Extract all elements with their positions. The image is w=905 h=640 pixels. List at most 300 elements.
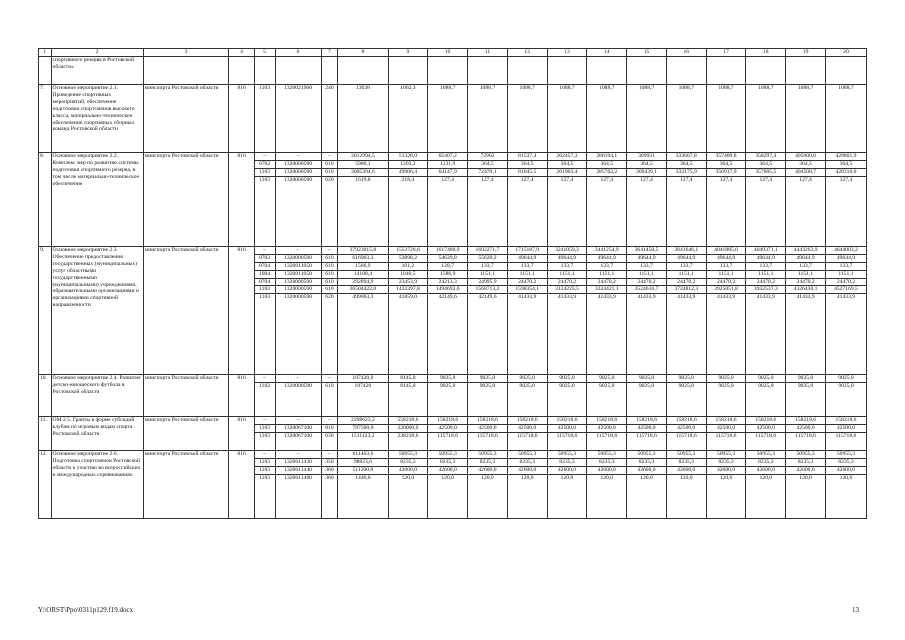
value-line: 1320000590	[275, 168, 321, 176]
column-number-19: 19	[786, 49, 826, 57]
value-cell-col-19	[786, 451, 826, 519]
value-line: 42600,0	[746, 466, 786, 474]
value-line: 610	[321, 262, 338, 270]
value-line: 610	[321, 270, 338, 278]
value-line: 9025,0	[718, 375, 734, 381]
value-line: 8235,3	[825, 458, 866, 466]
value-line: –	[263, 451, 266, 457]
value-line: 13038	[355, 85, 370, 91]
value-line: 49644,9	[666, 254, 706, 262]
value-cell-col-16	[666, 153, 706, 247]
value-line: 1511123,2	[338, 432, 388, 440]
value-line: 2298623,2	[351, 417, 375, 423]
value-line: 0702	[254, 160, 275, 168]
value-line: 133,7	[507, 262, 547, 270]
value-line: 8235,3	[706, 458, 746, 466]
value-line: 1151,1	[547, 270, 587, 278]
value-line: –	[328, 451, 331, 457]
budget-table-page	[38, 48, 867, 519]
value-line: 120,0	[746, 474, 786, 482]
value-line: 49644,9	[547, 254, 587, 262]
value-line: 50955,3	[478, 451, 497, 457]
value-line: 333175,9	[666, 168, 706, 176]
value-cell-col-11	[468, 85, 508, 153]
value-line: 42500,0	[428, 424, 468, 432]
value-cell-col-15	[627, 153, 667, 247]
value-line: 101,2	[388, 262, 428, 270]
value-line: 115718,6	[428, 432, 468, 440]
value-line: 42600,0	[666, 466, 706, 474]
value-line: 9025,0	[627, 382, 667, 390]
table-row	[39, 451, 867, 519]
measure-name: Основное мероприятие 2.1. Проведение спортивных мероприятий, обеспечение подготовки спортсменов высокого класса, материально-техническое обеспечение спортивных сборных команд Ростовской области	[51, 85, 143, 153]
value-line: 1062,3	[400, 85, 416, 91]
value-line: 8145,0	[388, 382, 428, 390]
value-cell-col-17	[706, 417, 746, 451]
value-cell-col-20	[825, 451, 866, 519]
column-number-11: 11	[468, 49, 508, 57]
value-line: 364,5	[507, 160, 547, 168]
value-line: 1088,7	[678, 85, 694, 91]
value-line: 405000,6	[795, 153, 817, 159]
value-cell-col-5	[254, 417, 275, 451]
value-line: 404508,7	[786, 168, 826, 176]
value-line: 8235,3	[666, 458, 706, 466]
value-line: 158218,6	[636, 417, 657, 423]
value-line: 50955,3	[518, 451, 537, 457]
column-number-2: 2	[51, 49, 143, 57]
value-line: 1103	[259, 85, 271, 91]
value-cell-col-15	[627, 85, 667, 153]
measure-name: ОМ 2.5. Гранты в форме субсидий клубам по игровым видам спорта Ростовской области	[51, 417, 143, 451]
value-cell-col-7	[321, 417, 338, 451]
value-line: 42500,0	[547, 424, 587, 432]
value-cell-col-14	[587, 375, 627, 417]
value-cell-col-19	[786, 417, 826, 451]
value-line: 610	[321, 168, 338, 176]
value-line: 158218,6	[516, 417, 538, 423]
value-line: 158218,6	[476, 417, 498, 423]
value-line: 42500,0	[627, 424, 667, 432]
value-cell-col-18	[746, 153, 786, 247]
value-line: 1088,7	[479, 85, 496, 91]
value-line: 8235,3	[587, 458, 627, 466]
value-line: 3925051,8	[706, 285, 746, 293]
value-line: 115718,6	[706, 432, 746, 440]
value-line: 55628,2	[468, 254, 508, 262]
value-line: –	[296, 247, 300, 253]
value-line: 49644,9	[746, 254, 786, 262]
value-line: 42600,0	[587, 466, 627, 474]
value-line: 1617400,9	[435, 247, 460, 253]
value-line: 611463,6	[352, 451, 374, 457]
value-line: 1320000590	[275, 254, 321, 262]
value-line: 8235,3	[627, 458, 667, 466]
value-line: 53898,2	[388, 254, 428, 262]
value-line: 9025,0	[428, 382, 468, 390]
value-line: 1692271,7	[475, 247, 500, 253]
value-line: 133,7	[706, 262, 746, 270]
value-line: –	[296, 451, 300, 457]
value-line: 115718,6	[825, 432, 866, 440]
value-line: 36504422,0	[338, 285, 388, 293]
value-cell-col-5	[254, 247, 275, 375]
value-line: 9025,0	[746, 382, 786, 390]
value-line: 364,5	[587, 160, 627, 168]
value-line: 115718,6	[587, 432, 627, 440]
value-line: 1102	[254, 382, 275, 390]
value-line: 4443263,9	[793, 247, 818, 253]
value-cell-col-8	[338, 85, 388, 153]
value-line: 1320000590	[275, 382, 321, 390]
value-line: 1151,1	[786, 270, 826, 278]
value-line: 610	[321, 160, 338, 168]
value-cell-col-13	[547, 247, 587, 375]
value-cell-col-12	[507, 85, 547, 153]
value-line: 9025,0	[706, 382, 746, 390]
value-cell-col-12	[507, 417, 547, 451]
value-cell-col-14	[587, 247, 627, 375]
value-cell-col-13	[547, 85, 587, 153]
value-line: 1151,1	[627, 270, 667, 278]
value-line: 499063,3	[338, 293, 388, 301]
value-line: –	[296, 417, 300, 423]
value-cell-col-18	[746, 375, 786, 417]
value-cell-col-16	[666, 247, 706, 375]
value-line: –	[328, 417, 331, 423]
value-line: 1088,7	[559, 85, 575, 91]
value-line: –	[263, 153, 266, 159]
value-line: 9025,0	[638, 375, 655, 381]
value-line: 50955,3	[677, 451, 696, 457]
value-line: 8235,3	[746, 458, 786, 466]
value-line: 9025,0	[547, 382, 587, 390]
value-cell-col-10	[428, 153, 468, 247]
value-line: 42600,0	[388, 466, 428, 474]
value-cell-col-19	[786, 375, 826, 417]
value-line: 428310,0	[825, 168, 866, 176]
value-cell-col-18	[746, 417, 786, 451]
value-line: 42600,0	[706, 466, 746, 474]
value-line: 1131,9	[428, 160, 468, 168]
value-line: 37923015,8	[349, 247, 377, 253]
column-number-9: 9	[388, 49, 428, 57]
value-line: 1320011050	[275, 270, 321, 278]
value-line: 3841646,1	[674, 247, 699, 253]
value-line: 3524616,7	[627, 285, 667, 293]
value-line: 1151,1	[468, 270, 508, 278]
value-line: 81045,5	[507, 168, 547, 176]
value-line: 158218,6	[835, 417, 857, 423]
value-line: 360	[321, 474, 338, 482]
value-cell-col-11	[468, 375, 508, 417]
value-line: 262457,3	[556, 153, 578, 159]
value-line: 1440,0	[338, 474, 388, 482]
value-line: 42500,0	[468, 424, 508, 432]
value-line: 240	[325, 85, 334, 91]
value-line: 1103	[254, 176, 275, 184]
value-line: 127,4	[428, 176, 468, 184]
value-line: 8145,0	[400, 375, 416, 381]
row-number: 9.	[39, 247, 52, 375]
value-line: 107420,0	[352, 375, 374, 381]
value-line: 41433,9	[706, 293, 746, 301]
value-cell-col-11	[468, 247, 508, 375]
value-cell-col-8	[338, 417, 388, 451]
value-line: 1586,9	[428, 270, 468, 278]
value-line: 41433,9	[746, 293, 786, 301]
value-line: 5980,1	[338, 160, 388, 168]
value-cell-col-17	[706, 451, 746, 519]
value-line: 98823,6	[338, 458, 388, 466]
executor: минспорта Ростовской области	[143, 247, 229, 375]
value-cell-col-16	[666, 85, 706, 153]
table-row	[39, 85, 867, 153]
value-line: 1320011050	[275, 262, 321, 270]
value-line: 49644,9	[627, 254, 667, 262]
value-line: 42500,0	[706, 424, 746, 432]
value-line: 610	[321, 382, 338, 390]
value-line: 8235,3	[428, 458, 468, 466]
column-number-16: 16	[666, 49, 706, 57]
value-line: 1320000590	[275, 160, 321, 168]
value-line: 0704	[254, 278, 275, 286]
value-cell-col-8	[338, 451, 388, 519]
value-cell-col-10	[428, 375, 468, 417]
value-line: 72962	[480, 153, 495, 159]
value-line: 49644,9	[587, 254, 627, 262]
row-number: 10.	[39, 375, 52, 417]
value-cell-col-6	[275, 375, 321, 417]
value-line: 50955,3	[557, 451, 577, 457]
value-line: 364,5	[825, 160, 866, 168]
value-line: 428801,9	[835, 153, 857, 159]
value-cell-col-19	[786, 153, 826, 247]
value-line: 158218,6	[437, 417, 459, 423]
value-line: 364,5	[746, 160, 786, 168]
value-cell-col-17	[706, 153, 746, 247]
value-line: 1151,1	[507, 270, 547, 278]
value-line: 309439,1	[627, 168, 667, 176]
value-line: 3241059,3	[555, 247, 579, 253]
value-line: 81537,4	[518, 153, 537, 159]
value-line: 23453,9	[388, 278, 428, 286]
value-cell-col-12	[507, 375, 547, 417]
value-line: 1004	[254, 270, 275, 278]
value-cell-col-20	[825, 247, 866, 375]
value-line: 24470,2	[746, 278, 786, 286]
value-line: 1320011480	[275, 474, 321, 482]
value-line: 1088,7	[718, 85, 734, 91]
row-number: 7.	[39, 85, 52, 153]
value-line: 9025,0	[838, 375, 854, 381]
value-cell-col-18	[746, 247, 786, 375]
value-cell-col-13	[547, 153, 587, 247]
value-line: 41433,9	[547, 293, 587, 301]
value-cell-col-8	[338, 247, 388, 375]
value-line: 42500,0	[825, 424, 866, 432]
value-line: 3124225,5	[547, 285, 587, 293]
value-line: 357805,5	[746, 168, 786, 176]
value-cell-col-12	[507, 153, 547, 247]
value-line: 42600,0	[468, 466, 508, 474]
value-line: 42149,6	[428, 293, 468, 301]
value-line: 41433,9	[627, 293, 667, 301]
value-line: 1088,7	[439, 85, 456, 91]
value-line: 3441254,9	[594, 247, 619, 253]
measure-name: Основное мероприятие 2.6. Подготовка спортсменов Ростовской области к участию во всероссийских и международных соревнованиях	[51, 451, 143, 519]
value-cell-col-14	[587, 417, 627, 451]
value-line: 1103	[254, 474, 275, 482]
value-line: 1088,7	[519, 85, 535, 91]
value-line: 120,0	[547, 474, 587, 482]
value-line: 115718,6	[468, 432, 508, 440]
value-line: 24470,2	[666, 278, 706, 286]
value-line: 50955,3	[438, 451, 457, 457]
value-line: 1715187,9	[515, 247, 540, 253]
value-line: 50955,3	[637, 451, 656, 457]
value-cell-col-17	[706, 375, 746, 417]
value-line: 787500,0	[338, 424, 388, 432]
value-line: 610	[321, 285, 338, 293]
value-cell-col-7	[321, 85, 338, 153]
value-line: 3932537,3	[746, 285, 786, 293]
footer-page-number: 13	[852, 606, 859, 614]
value-line: 9025,0	[758, 375, 774, 381]
value-line: 9025,0	[599, 375, 615, 381]
value-line: 64147,9	[428, 168, 468, 176]
value-line: 24470,2	[706, 278, 746, 286]
value-line: 364,5	[627, 160, 667, 168]
value-line: 158218,6	[795, 417, 817, 423]
column-number-6: 6	[275, 49, 321, 57]
value-cell-col-15	[627, 247, 667, 375]
value-line: 1320000590	[275, 278, 321, 286]
value-line: 1566,9	[338, 262, 388, 270]
value-line: 9025,0	[587, 382, 627, 390]
row-number: 12.	[39, 451, 52, 519]
column-number-8: 8	[338, 49, 388, 57]
value-line: 50955,3	[756, 451, 775, 457]
value-line: 9025,0	[468, 382, 508, 390]
value-line: 41433,9	[666, 293, 706, 301]
value-cell-col-14	[587, 85, 627, 153]
value-line: 120,0	[587, 474, 627, 482]
value-line: 364,5	[468, 160, 508, 168]
value-line: 4049371,1	[753, 247, 778, 253]
value-cell-col-13	[547, 417, 587, 451]
value-cell-col-12	[507, 247, 547, 375]
value-line: 8235,3	[786, 458, 826, 466]
value-line: 127,4	[468, 176, 508, 184]
value-cell-col-10	[428, 247, 468, 375]
value-line: 158218,6	[556, 417, 578, 423]
value-line: 127,4	[507, 176, 547, 184]
value-line: 107420	[338, 382, 388, 390]
grbs-code: 816	[229, 417, 254, 451]
value-line: 1320067100	[275, 424, 321, 432]
value-cell-col-15	[627, 375, 667, 417]
value-cell-col-9	[388, 153, 428, 247]
value-line: 1103	[254, 168, 275, 176]
value-line: 364,5	[706, 160, 746, 168]
value-line: 1040,5	[388, 270, 428, 278]
budget-table	[38, 48, 867, 519]
table-row	[39, 153, 867, 247]
column-number-18: 18	[746, 49, 786, 57]
value-line: 42500,0	[746, 424, 786, 432]
value-line: 120,0	[388, 474, 428, 482]
value-line: 4326430,1	[786, 285, 826, 293]
value-line: 42600,0	[507, 466, 547, 474]
value-line: –	[328, 375, 331, 381]
value-line: 41859,0	[388, 293, 428, 301]
value-line: 41433,9	[786, 293, 826, 301]
row-number: 11.	[39, 417, 52, 451]
column-number-15: 15	[627, 49, 667, 57]
value-line: –	[296, 153, 300, 159]
row-number: 8.	[39, 153, 52, 247]
value-line: 24470,2	[825, 278, 866, 286]
value-line: 50955,3	[836, 451, 856, 457]
value-cell-col-18	[746, 85, 786, 153]
measure-name: Основное мероприятие 2.4. Развитие детско-юношеского футбола в Ростовской области	[51, 375, 143, 417]
value-line: 24470,2	[627, 278, 667, 286]
value-line: 51328,0	[398, 153, 417, 159]
value-cell-col-9	[388, 451, 428, 519]
value-cell-col-11	[468, 451, 508, 519]
value-line: 120,0	[666, 474, 706, 482]
value-cell-col-11	[468, 153, 508, 247]
value-line: 8235,3	[547, 458, 587, 466]
value-line: 42500,0	[666, 424, 706, 432]
column-number-20: 20	[825, 49, 866, 57]
value-line: 1553720,6	[396, 247, 420, 253]
value-line: 49644,9	[706, 254, 746, 262]
value-line: 285702,2	[587, 168, 627, 176]
value-line: 610	[321, 254, 338, 262]
value-line: 1151,1	[587, 270, 627, 278]
value-cell-col-19	[786, 247, 826, 375]
grbs-code: 816	[229, 153, 254, 247]
value-line: 9025,0	[507, 382, 547, 390]
value-cell-col-7	[321, 451, 338, 519]
value-line: 3724812,3	[666, 285, 706, 293]
value-line: 54629,8	[428, 254, 468, 262]
value-line: 360	[321, 466, 338, 474]
value-line: 1088,7	[838, 85, 854, 91]
value-line: 9025,0	[439, 375, 456, 381]
value-line: 24470,2	[547, 278, 587, 286]
value-cell-col-7	[321, 375, 338, 417]
value-line: 356917,9	[706, 168, 746, 176]
value-line: 1494692,6	[428, 285, 468, 293]
column-number-10: 10	[428, 49, 468, 57]
value-line: 127,4	[746, 176, 786, 184]
value-line: 49906,4	[388, 168, 428, 176]
value-line: 41433,9	[825, 293, 866, 301]
column-number-3: 3	[143, 49, 229, 57]
value-line: 42600,0	[547, 466, 587, 474]
value-line: 120,0	[706, 474, 746, 482]
executor: минспорта Ростовской области	[143, 375, 229, 417]
value-line: 1103	[254, 285, 275, 293]
value-cell-col-12	[507, 451, 547, 519]
value-line: 49644,9	[825, 254, 866, 262]
value-line: 8235,3	[388, 458, 428, 466]
measure-name: Основное мероприятие 2.3. Обеспечение предоставления государственных (муниципальных) услуг областными государственными (муниципальными) учреждениями, образовательными организациями и организациями спортивной направленности	[51, 247, 143, 375]
value-line: 4041885,6	[714, 247, 738, 253]
